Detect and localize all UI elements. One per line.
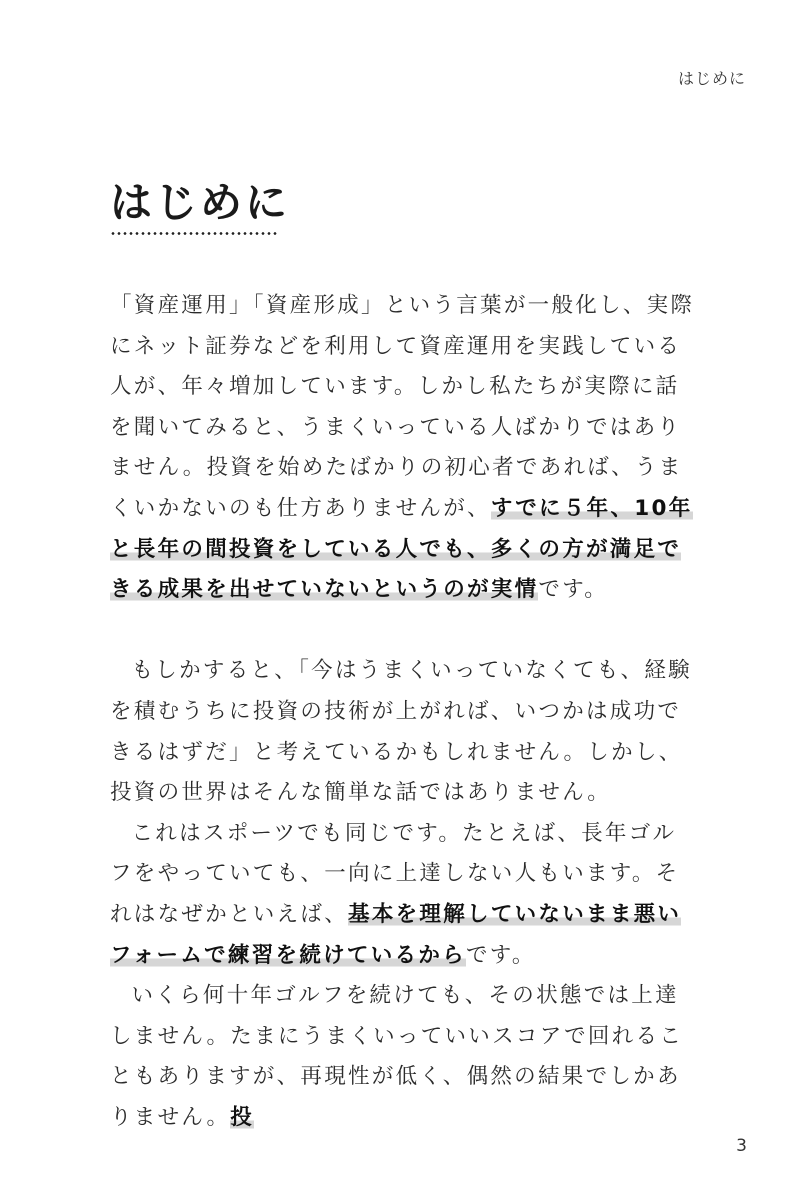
paragraph-text: 投資を始めたばかりの初心者であれば、うまくいかないのも仕方ありませんが、 (110, 455, 683, 521)
paragraph-text: です。 (538, 577, 609, 603)
paragraph (110, 651, 700, 813)
paragraph-text: です。 (465, 942, 536, 968)
highlighted-text: 基本を理解していないまま悪いフォームで練習を続けているから (110, 901, 682, 968)
paragraph (110, 976, 700, 1138)
paragraph-text: いくら何十年ゴルフを続けても、その状態では上達しません。たまにうまくいっていいスコアで回れることもありますが、再現性が低く、偶然の結果でしかありません。 (110, 983, 684, 1130)
running-head: はじめに (677, 69, 746, 88)
paragraph-spacer (110, 611, 700, 652)
paragraph-text: これはスポーツでも同じです。たとえば、長年ゴルフをやっていても、一向に上達しない人もいます。それはなぜかといえば、 (110, 820, 680, 927)
paragraph-text: もしかすると、「今はうまくいっていなくても、経験を積むうちに投資の技術が上がれば、いつかは成功できるはずだ」と考えているかもしれません。しかし、投資の世界はそんな簡単な話ではありません。 (110, 658, 692, 806)
chapter-title: はじめに (110, 178, 291, 227)
highlighted-text: 投 (230, 1104, 255, 1130)
title-dotted-underline (110, 232, 278, 235)
highlighted-text: すでに５年、10年と長年の間投資をしている人でも、多くの方が満足できる成果を出せていないというのが実情 (110, 495, 693, 603)
paragraph-text: 「資産運用」「資産形成」という言葉が一般化し、実際にネット証券などを利用して資産運用を実践している人が、年々増加しています。しかし私たちが実際に話を聞いてみると、うまくいっている人ばかりではありません。 (110, 293, 695, 481)
paragraph (110, 814, 700, 976)
page-number: 3 (736, 1136, 747, 1156)
paragraph (110, 286, 700, 611)
body-text (110, 286, 700, 1138)
